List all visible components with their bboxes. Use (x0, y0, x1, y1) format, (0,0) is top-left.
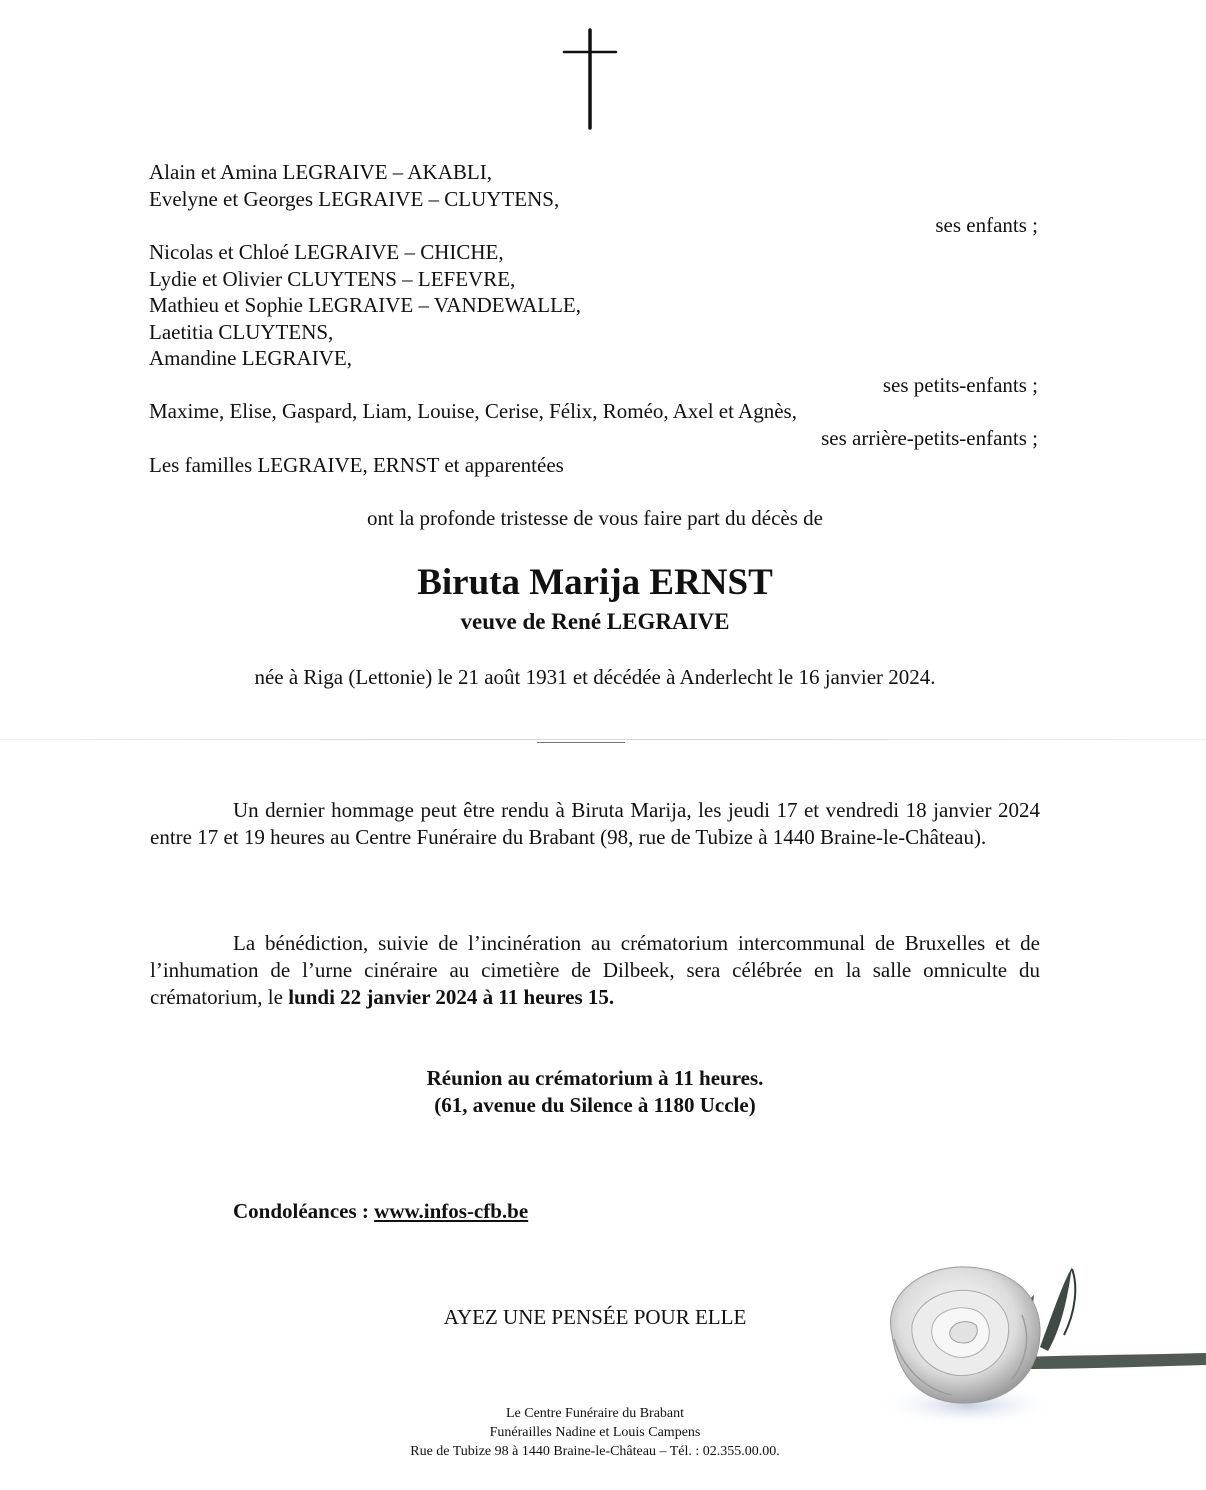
condolences-link[interactable]: www.infos-cfb.be (374, 1199, 529, 1223)
condolences (233, 1198, 528, 1225)
ceremony-paragraph (150, 930, 1040, 1011)
meeting-line-2: (61, avenue du Silence à 1180 Uccle) (434, 1093, 756, 1117)
children-label: ses enfants ; (935, 213, 1038, 237)
deceased-name: Biruta Marija ERNST (417, 562, 773, 603)
section-divider (537, 742, 625, 743)
cross-icon (562, 28, 618, 130)
family-grandchild-2: Lydie et Olivier CLUYTENS – LEFEVRE, (149, 267, 516, 291)
ceremony-text: La bénédiction, suivie de l’incinération au crématorium intercommunal de Bruxelles et de l’inhumation de l’urne cinéraire au cimetière de Dilbeek, sera célébrée en la salle omniculte du crématorium, le (150, 931, 1040, 1009)
footer-line-1: Le Centre Funéraire du Brabant (505, 1406, 685, 1421)
ceremony-datetime: lundi 22 janvier 2024 à 11 heures 15. (288, 985, 615, 1009)
meeting-line-1: Réunion au crématorium à 11 heures. (426, 1066, 764, 1090)
announcement-text: ont la profonde tristesse de vous faire part du décès de (366, 506, 823, 530)
deceased-widow-of: veuve de René LEGRAIVE (460, 609, 730, 634)
deceased-dates: née à Riga (Lettonie) le 21 août 1931 et décédée à Anderlecht le 16 janvier 2024. (254, 665, 936, 689)
great-grandchildren-list: Maxime, Elise, Gaspard, Liam, Louise, Cerise, Félix, Roméo, Axel et Agnès, (149, 399, 797, 423)
page-fold (0, 739, 1206, 740)
footer-line-3: Rue de Tubize 98 à 1440 Braine-le-Château – Tél. : 02.355.00.00. (410, 1444, 780, 1459)
family-grandchild-1: Nicolas et Chloé LEGRAIVE – CHICHE, (149, 240, 504, 264)
great-grandchildren-label: ses arrière-petits-enfants ; (821, 426, 1038, 450)
closing-text: AYEZ UNE PENSÉE POUR ELLE (443, 1305, 747, 1329)
family-grandchild-4: Laetitia CLUYTENS, (149, 320, 334, 344)
family-child-1: Alain et Amina LEGRAIVE – AKABLI, (149, 160, 492, 184)
family-child-2: Evelyne et Georges LEGRAIVE – CLUYTENS, (149, 187, 560, 211)
family-grandchild-3: Mathieu et Sophie LEGRAIVE – VANDEWALLE, (149, 293, 581, 317)
family-grandchild-5: Amandine LEGRAIVE, (149, 346, 352, 370)
grandchildren-label: ses petits-enfants ; (882, 373, 1038, 397)
tribute-paragraph: Un dernier hommage peut être rendu à Biruta Marija, les jeudi 17 et vendredi 18 janvier 2024 entre 17 et 19 heures au Centre Funéraire du Brabant (98, rue de Tubize à 1440 Braine-le-Château). (150, 798, 1040, 849)
condolences-label: Condoléances : (233, 1199, 375, 1223)
related-families: Les familles LEGRAIVE, ERNST et apparentées (149, 453, 564, 477)
footer-line-2: Funérailles Nadine et Louis Campens (489, 1425, 701, 1440)
